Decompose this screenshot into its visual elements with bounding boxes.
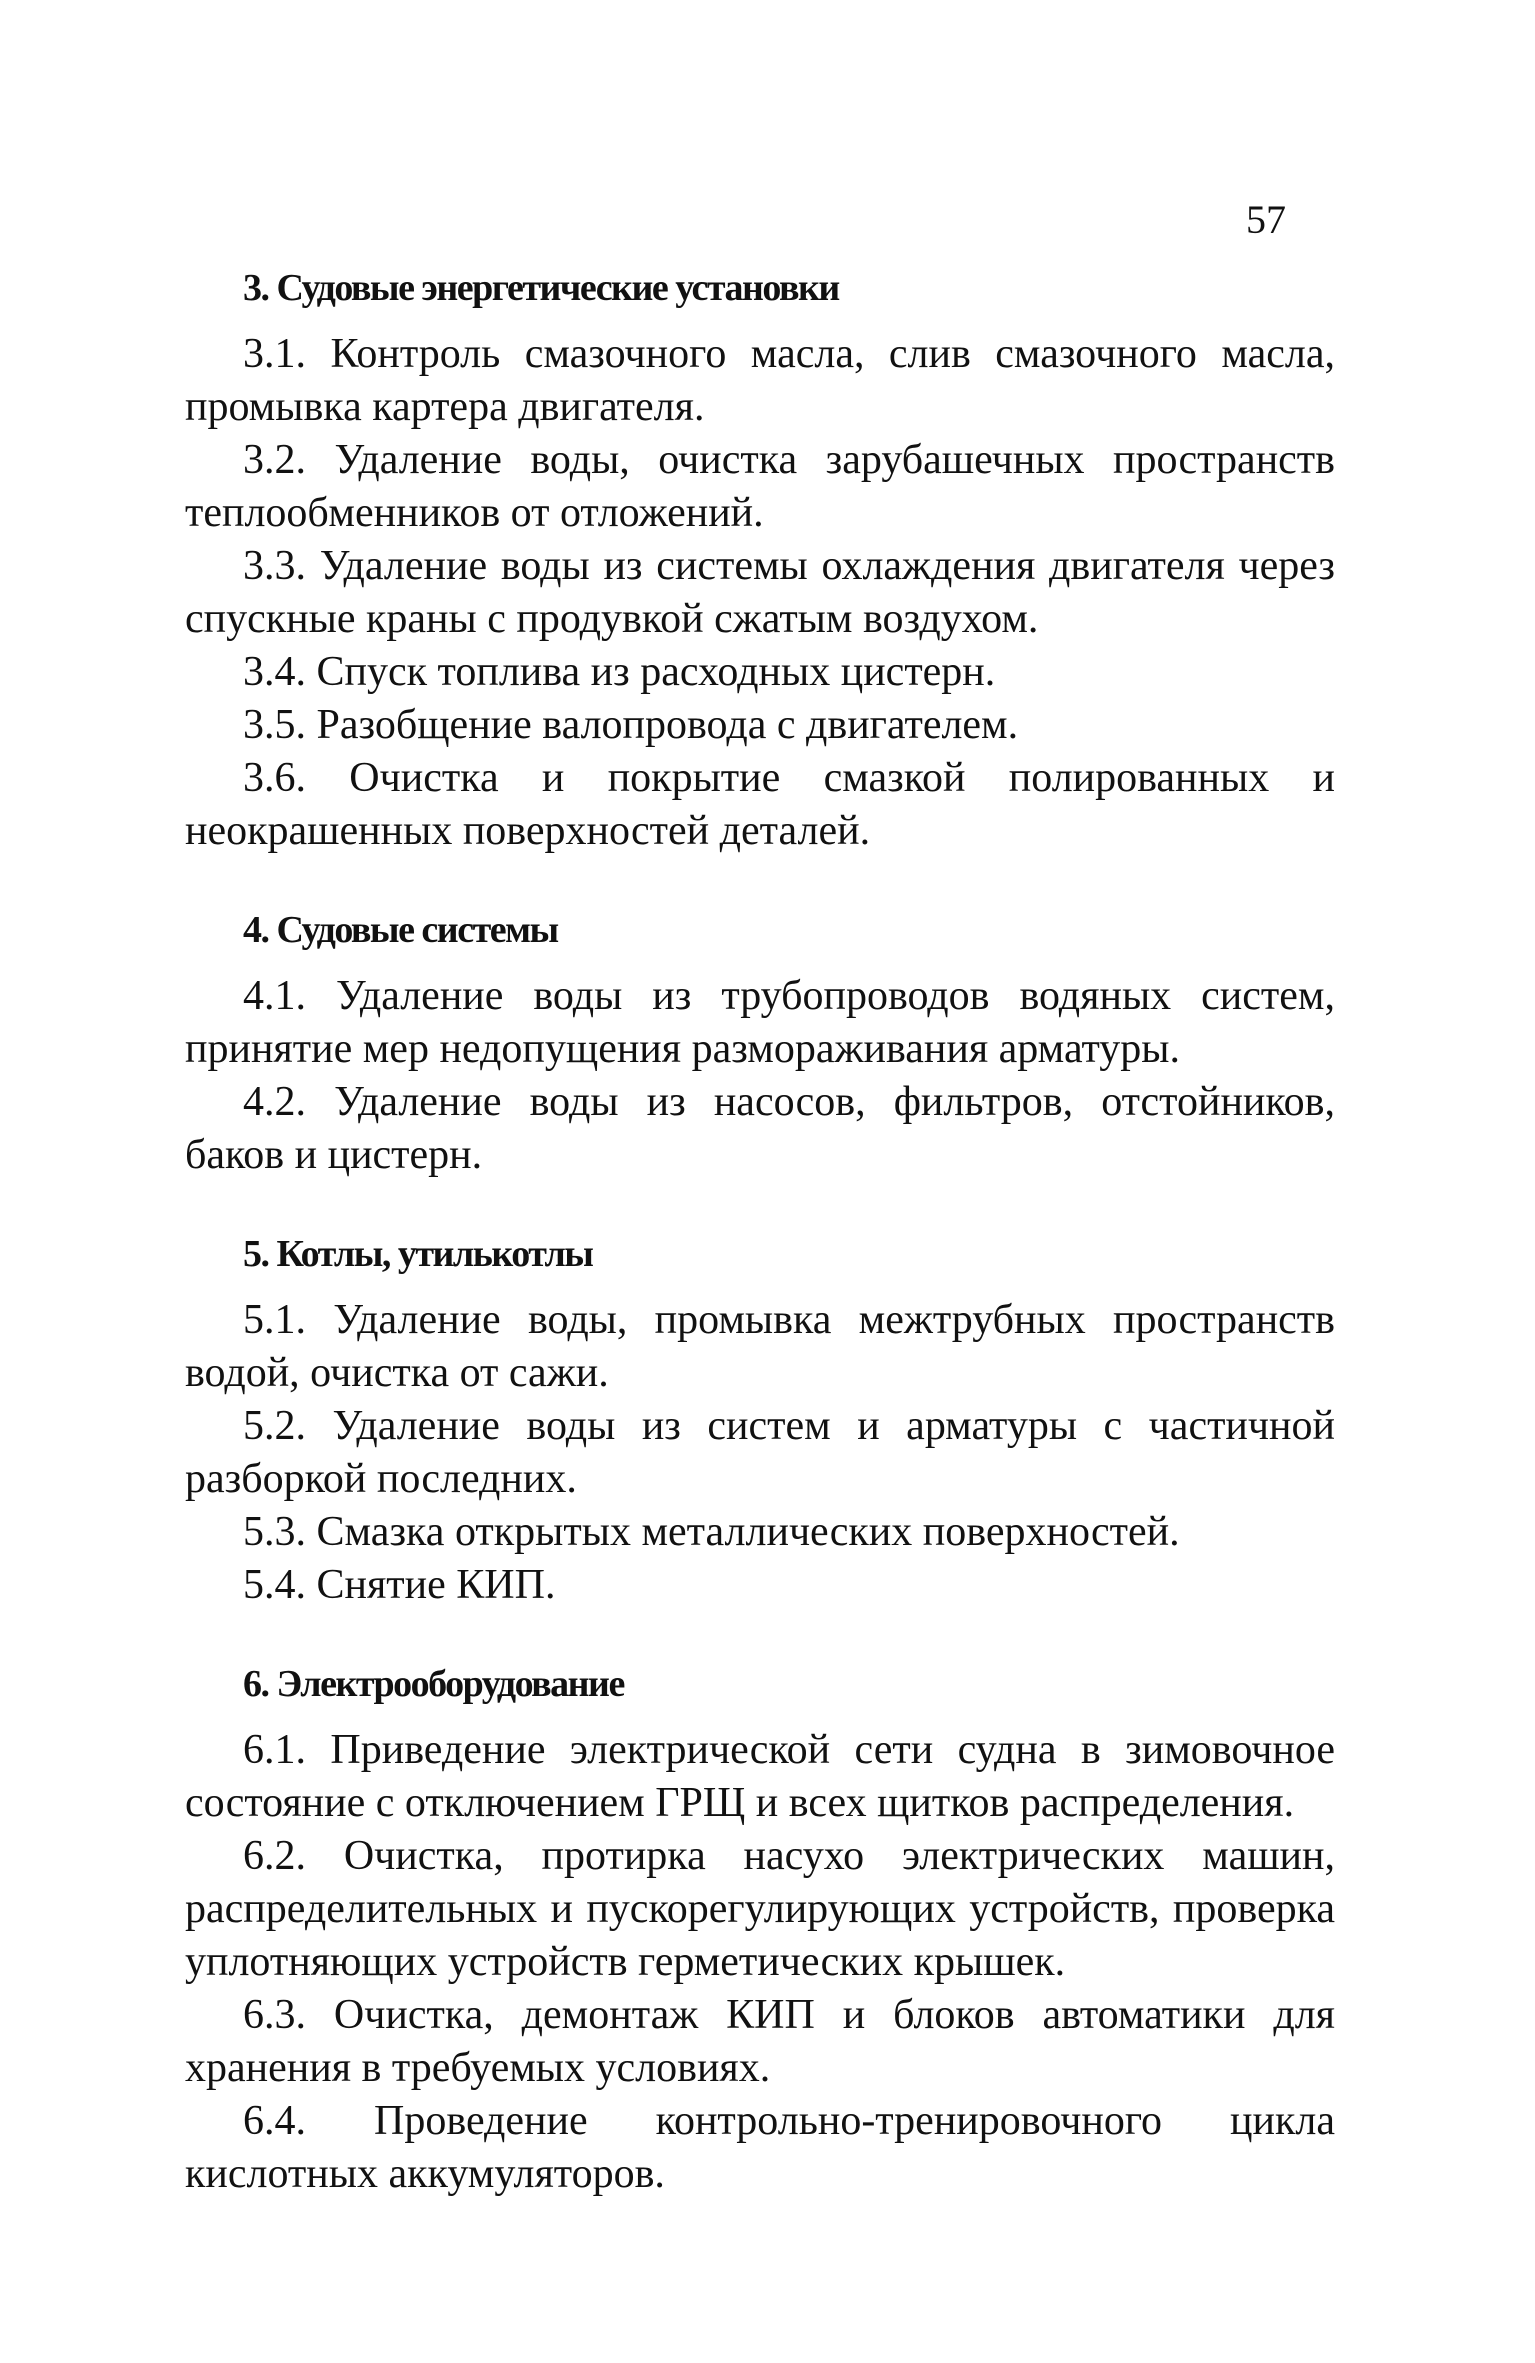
section-title: 5. Котлы, утилькотлы [243, 1233, 593, 1275]
section-ship-systems [185, 904, 1335, 1182]
list-item: 3.6. Очистка и покрытие смазкой полированных и неокрашенных поверхностей деталей. [185, 755, 1335, 854]
list-item: 3.4. Спуск топлива из расходных цистерн. [243, 649, 996, 695]
list-item: 3.3. Удаление воды из системы охлаждения двигателя через спускные краны с продувкой сжатым воздухом. [185, 543, 1335, 642]
list-item: 5.4. Снятие КИП. [243, 1562, 556, 1608]
list-item: 5.1. Удаление воды, промывка межтрубных пространств водой, очистка от сажи. [185, 1297, 1335, 1396]
list-item: 6.2. Очистка, протирка насухо электрических машин, распределительных и пускорегулирующих устройств, проверка уплотняющих устройств герметических крышек. [185, 1833, 1335, 1985]
list-item: 4.1. Удаление воды из трубопроводов водяных систем, принятие мер недопущения размораживания арматуры. [185, 973, 1335, 1072]
page-content [185, 262, 1335, 2201]
list-item: 3.2. Удаление воды, очистка зарубашечных пространств теплообменников от отложений. [185, 437, 1335, 536]
section-title: 4. Судовые системы [243, 909, 558, 951]
section-electrical-equipment [185, 1658, 1335, 2201]
list-item: 3.5. Разобщение валопровода с двигателем. [243, 702, 1019, 748]
section-title: 6. Электрооборудование [243, 1663, 624, 1705]
list-item: 6.4. Проведение контрольно-тренировочного цикла кислотных аккумуляторов. [185, 2098, 1335, 2197]
list-item: 3.1. Контроль смазочного масла, слив смазочного масла, промывка картера двигателя. [185, 331, 1335, 430]
list-item: 6.3. Очистка, демонтаж КИП и блоков автоматики для хранения в требуемых условиях. [185, 1992, 1335, 2091]
list-item: 6.1. Приведение электрической сети судна в зимовочное состояние с отключением ГРЩ и всех щитков распределения. [185, 1727, 1335, 1826]
list-item: 4.2. Удаление воды из насосов, фильтров, отстойников, баков и цистерн. [185, 1079, 1335, 1178]
list-item: 5.3. Смазка открытых металлических поверхностей. [243, 1509, 1180, 1555]
section-power-plants [185, 262, 1335, 858]
section-title: 3. Судовые энергетические установки [243, 267, 839, 309]
section-boilers [185, 1228, 1335, 1612]
page-number: 57 [1246, 197, 1286, 242]
list-item: 5.2. Удаление воды из систем и арматуры с частичной разборкой последних. [185, 1403, 1335, 1502]
